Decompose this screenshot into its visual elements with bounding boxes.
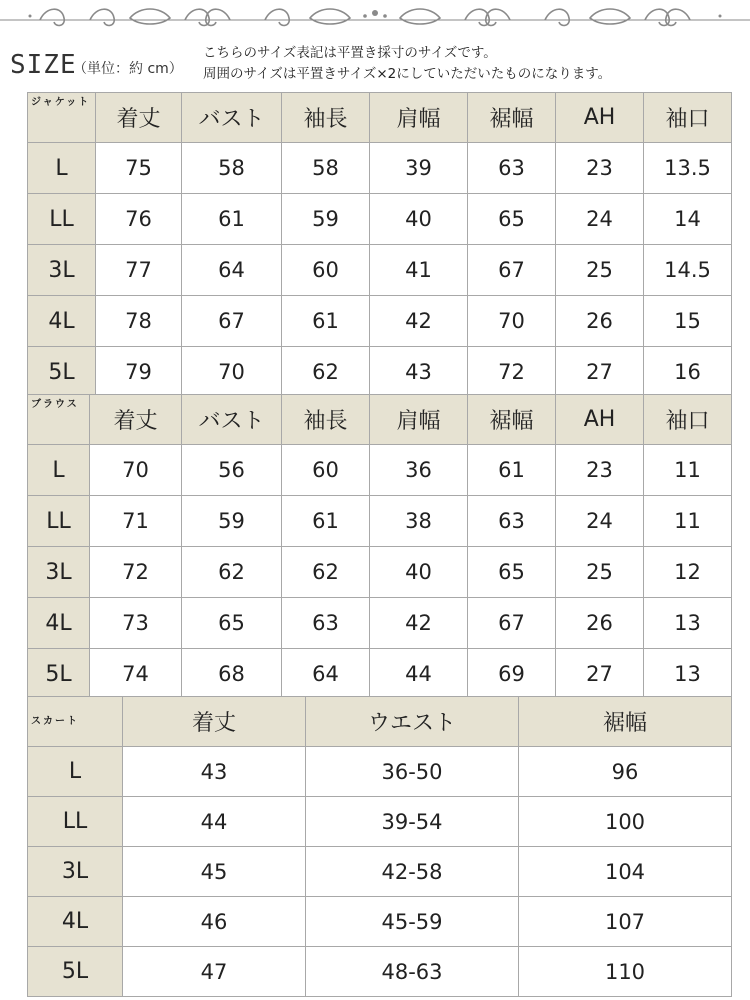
size-cell: 5L xyxy=(28,947,123,997)
value-cell: 64 xyxy=(182,245,282,296)
value-cell: 47 xyxy=(123,947,306,997)
value-cell: 67 xyxy=(468,598,556,649)
value-cell: 70 xyxy=(90,445,182,496)
value-cell: 96 xyxy=(519,747,732,797)
value-cell: 71 xyxy=(90,496,182,547)
value-cell: 43 xyxy=(123,747,306,797)
column-header: 袖長 xyxy=(282,395,370,445)
value-cell: 61 xyxy=(282,296,370,347)
column-header: 肩幅 xyxy=(370,395,468,445)
value-cell: 42 xyxy=(370,598,468,649)
column-header: 裾幅 xyxy=(519,697,732,747)
size-title: SIZE xyxy=(10,50,77,80)
value-cell: 45 xyxy=(123,847,306,897)
value-cell: 64 xyxy=(282,649,370,700)
value-cell: 65 xyxy=(468,194,556,245)
size-cell: 3L xyxy=(28,547,90,598)
value-cell: 44 xyxy=(370,649,468,700)
value-cell: 24 xyxy=(556,194,644,245)
value-cell: 23 xyxy=(556,143,644,194)
size-cell: LL xyxy=(28,194,96,245)
size-cell: 3L xyxy=(28,245,96,296)
table-row xyxy=(28,496,732,547)
value-cell: 72 xyxy=(468,347,556,398)
skirt-label: スカート xyxy=(28,697,123,747)
column-header: 裾幅 xyxy=(468,93,556,143)
value-cell: 40 xyxy=(370,547,468,598)
table-row xyxy=(28,649,732,700)
blouse-label: ブラウス xyxy=(28,395,90,445)
value-cell: 36-50 xyxy=(306,747,519,797)
size-cell: 4L xyxy=(28,897,123,947)
value-cell: 42 xyxy=(370,296,468,347)
value-cell: 61 xyxy=(182,194,282,245)
table-header-row xyxy=(28,93,732,143)
value-cell: 60 xyxy=(282,445,370,496)
value-cell: 74 xyxy=(90,649,182,700)
value-cell: 68 xyxy=(182,649,282,700)
value-cell: 65 xyxy=(468,547,556,598)
table-row xyxy=(28,947,732,997)
value-cell: 44 xyxy=(123,797,306,847)
value-cell: 61 xyxy=(282,496,370,547)
skirt-size-table xyxy=(27,696,732,997)
size-cell: L xyxy=(28,747,123,797)
value-cell: 67 xyxy=(468,245,556,296)
value-cell: 23 xyxy=(556,445,644,496)
size-cell: L xyxy=(28,143,96,194)
value-cell: 14 xyxy=(644,194,732,245)
table-row xyxy=(28,747,732,797)
value-cell: 100 xyxy=(519,797,732,847)
size-unit-label: （単位：約 cm） xyxy=(73,61,183,77)
size-cell: LL xyxy=(28,496,90,547)
size-cell: 3L xyxy=(28,847,123,897)
table-row xyxy=(28,347,732,398)
table-row xyxy=(28,194,732,245)
value-cell: 11 xyxy=(644,496,732,547)
value-cell: 43 xyxy=(370,347,468,398)
table-row xyxy=(28,445,732,496)
value-cell: 63 xyxy=(468,143,556,194)
table-row xyxy=(28,245,732,296)
value-cell: 69 xyxy=(468,649,556,700)
jacket-size-table xyxy=(27,92,732,398)
value-cell: 40 xyxy=(370,194,468,245)
value-cell: 58 xyxy=(182,143,282,194)
value-cell: 67 xyxy=(182,296,282,347)
column-header: 裾幅 xyxy=(468,395,556,445)
size-cell: 5L xyxy=(28,347,96,398)
value-cell: 42-58 xyxy=(306,847,519,897)
value-cell: 104 xyxy=(519,847,732,897)
value-cell: 63 xyxy=(282,598,370,649)
value-cell: 41 xyxy=(370,245,468,296)
value-cell: 38 xyxy=(370,496,468,547)
column-header: 袖口 xyxy=(644,93,732,143)
value-cell: 27 xyxy=(556,649,644,700)
value-cell: 15 xyxy=(644,296,732,347)
size-cell: 5L xyxy=(28,649,90,700)
column-header: バスト xyxy=(182,93,282,143)
value-cell: 75 xyxy=(96,143,182,194)
value-cell: 12 xyxy=(644,547,732,598)
value-cell: 62 xyxy=(182,547,282,598)
size-cell: LL xyxy=(28,797,123,847)
value-cell: 59 xyxy=(182,496,282,547)
size-cell: 4L xyxy=(28,296,96,347)
column-header: AH xyxy=(556,93,644,143)
value-cell: 25 xyxy=(556,245,644,296)
value-cell: 39 xyxy=(370,143,468,194)
value-cell: 26 xyxy=(556,598,644,649)
table-row xyxy=(28,847,732,897)
table-row xyxy=(28,143,732,194)
column-header: ウエスト xyxy=(306,697,519,747)
measurement-note-line1: こちらのサイズ表記は平置き採寸のサイズです。 xyxy=(203,45,497,61)
value-cell: 76 xyxy=(96,194,182,245)
value-cell: 16 xyxy=(644,347,732,398)
table-row xyxy=(28,547,732,598)
value-cell: 70 xyxy=(182,347,282,398)
column-header: AH xyxy=(556,395,644,445)
value-cell: 13 xyxy=(644,649,732,700)
value-cell: 72 xyxy=(90,547,182,598)
value-cell: 26 xyxy=(556,296,644,347)
table-row xyxy=(28,897,732,947)
value-cell: 73 xyxy=(90,598,182,649)
measurement-note-line2: 周囲のサイズは平置きサイズ×2にしていただいたものになります。 xyxy=(203,66,612,82)
value-cell: 58 xyxy=(282,143,370,194)
column-header: 着丈 xyxy=(123,697,306,747)
blouse-size-table xyxy=(27,394,732,700)
value-cell: 39-54 xyxy=(306,797,519,847)
value-cell: 46 xyxy=(123,897,306,947)
value-cell: 48-63 xyxy=(306,947,519,997)
value-cell: 62 xyxy=(282,347,370,398)
value-cell: 65 xyxy=(182,598,282,649)
value-cell: 13 xyxy=(644,598,732,649)
column-header: 着丈 xyxy=(90,395,182,445)
value-cell: 78 xyxy=(96,296,182,347)
column-header: 袖長 xyxy=(282,93,370,143)
table-header-row xyxy=(28,697,732,747)
value-cell: 62 xyxy=(282,547,370,598)
column-header: バスト xyxy=(182,395,282,445)
jacket-label: ジャケット xyxy=(28,93,96,143)
value-cell: 14.5 xyxy=(644,245,732,296)
value-cell: 59 xyxy=(282,194,370,245)
value-cell: 11 xyxy=(644,445,732,496)
value-cell: 79 xyxy=(96,347,182,398)
size-cell: L xyxy=(28,445,90,496)
value-cell: 24 xyxy=(556,496,644,547)
table-row xyxy=(28,598,732,649)
value-cell: 77 xyxy=(96,245,182,296)
table-row xyxy=(28,797,732,847)
column-header: 着丈 xyxy=(96,93,182,143)
value-cell: 56 xyxy=(182,445,282,496)
column-header: 肩幅 xyxy=(370,93,468,143)
value-cell: 27 xyxy=(556,347,644,398)
value-cell: 63 xyxy=(468,496,556,547)
value-cell: 70 xyxy=(468,296,556,347)
value-cell: 13.5 xyxy=(644,143,732,194)
table-header-row xyxy=(28,395,732,445)
value-cell: 61 xyxy=(468,445,556,496)
size-cell: 4L xyxy=(28,598,90,649)
value-cell: 110 xyxy=(519,947,732,997)
value-cell: 25 xyxy=(556,547,644,598)
table-row xyxy=(28,296,732,347)
value-cell: 60 xyxy=(282,245,370,296)
value-cell: 107 xyxy=(519,897,732,947)
column-header: 袖口 xyxy=(644,395,732,445)
decorative-scroll-border xyxy=(0,0,750,30)
value-cell: 45-59 xyxy=(306,897,519,947)
value-cell: 36 xyxy=(370,445,468,496)
